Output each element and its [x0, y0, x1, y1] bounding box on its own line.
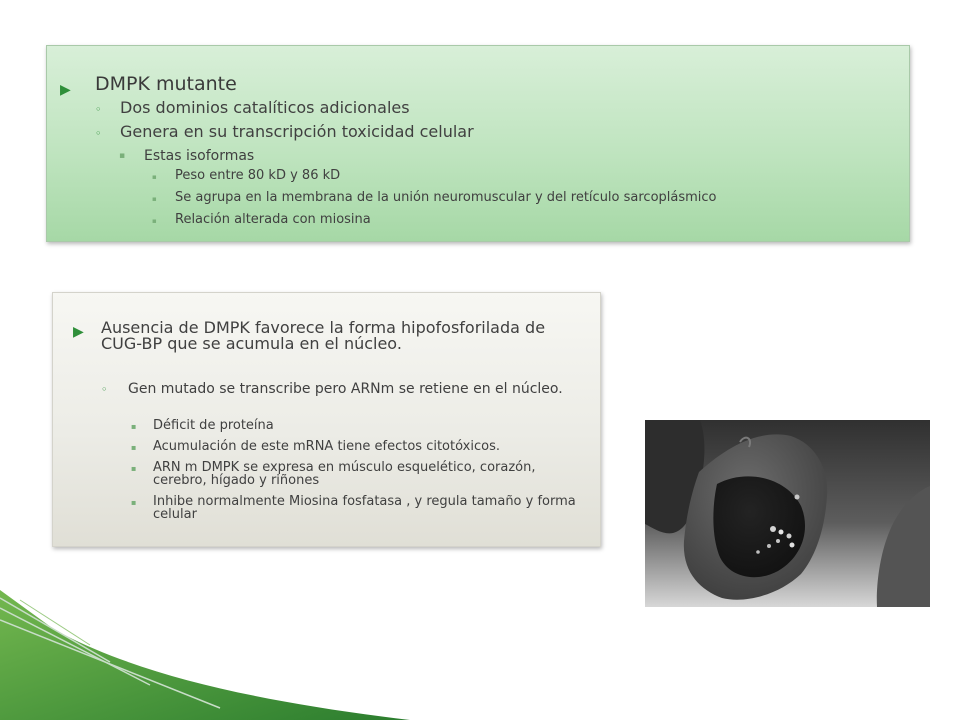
top-level2-item-1: Dos dominios catalíticos adicionales: [120, 98, 410, 117]
bottom-detail-item-1: Déficit de proteína: [153, 418, 274, 433]
triangle-right-icon: ▶: [73, 324, 84, 340]
top-box-title: DMPK mutante: [95, 73, 237, 95]
bottom-detail-item-4: Inhibe normalmente Miosina fosfatasa , y regula tamaño y forma celular: [153, 494, 576, 522]
triangle-right-icon: ▶: [60, 82, 71, 98]
small-dot-icon: ▪: [152, 217, 157, 225]
circle-bullet-icon: ◦: [95, 127, 102, 140]
bottom-detail-item-3: ARN m DMPK se expresa en músculo esquelético, corazón, cerebro, hígado y riñones: [153, 460, 536, 488]
top-level4-item-3: Relación alterada con miosina: [175, 212, 371, 227]
small-dot-icon: ▪: [131, 443, 137, 452]
grayscale-cell-render-image: [645, 420, 930, 607]
small-dot-icon: ▪: [131, 422, 137, 431]
bottom-box-title: Ausencia de DMPK favorece la forma hipofosforilada de CUG-BP que se acumula en el núcleo.: [101, 318, 546, 353]
top-level2-item-2: Genera en su transcripción toxicidad celular: [120, 122, 474, 141]
small-dot-icon: ▪: [131, 464, 137, 473]
small-dot-icon: ▪: [152, 173, 157, 181]
top-level4-item-1: Peso entre 80 kD y 86 kD: [175, 168, 341, 183]
bottom-detail-item-2: Acumulación de este mRNA tiene efectos citotóxicos.: [153, 439, 500, 454]
bottom-sub-item: Gen mutado se transcribe pero ARNm se retiene en el núcleo.: [128, 381, 563, 397]
small-dot-icon: ▪: [131, 498, 137, 507]
small-dot-icon: ▪: [152, 195, 157, 203]
small-dot-icon: ▪: [119, 151, 126, 161]
top-level3-item: Estas isoformas: [144, 148, 255, 164]
circle-bullet-icon: ◦: [95, 103, 102, 116]
decorative-green-corner: [0, 590, 960, 720]
circle-bullet-icon: ◦: [101, 383, 108, 396]
bottom-content-box: [52, 292, 601, 547]
top-content-box: [46, 45, 910, 242]
top-level4-item-2: Se agrupa en la membrana de la unión neuromuscular y del retículo sarcoplásmico: [175, 190, 717, 205]
